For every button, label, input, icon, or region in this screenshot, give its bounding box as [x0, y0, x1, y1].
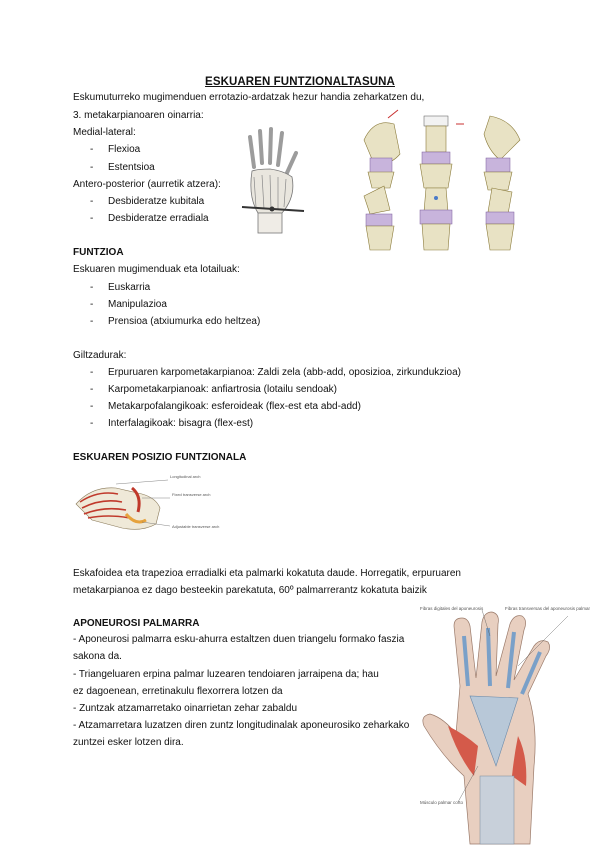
ml-item-estentsioa: Estentsioa — [108, 162, 155, 173]
funtzioa-item: Manipulazioa — [108, 299, 167, 310]
ap-item-kubitala: Desbideratze kubitala — [108, 196, 205, 207]
bullet-dash: - — [90, 144, 94, 155]
giltzadurak-heading: Giltzadurak: — [73, 350, 127, 361]
bullet-dash: - — [90, 162, 94, 173]
funtzioa-text: Eskuaren mugimenduak eta lotailuak: — [73, 264, 240, 275]
aponeurosi-line: ez dagoenean, erretinakulu flexorrera lotzen da — [73, 686, 283, 697]
ap-item-erradiala: Desbideratze erradiala — [108, 213, 209, 224]
bullet-dash: - — [90, 384, 94, 395]
aponeurosi-line: - Zuntzak atzamarretako oinarrietan zehar zabaldu — [73, 703, 298, 714]
figure-label: Longitudinal arch — [170, 474, 201, 479]
intro-line-1: Eskumuturreko mugimenduen errotazio-ardatzak hezur handia zeharkatzen du, — [73, 92, 425, 103]
aponeurosi-heading: APONEUROSI PALMARRA — [73, 618, 200, 629]
posizioa-para-line-2: metakarpianoa ez dago besteekin parekatuta, 60º palmarrerantz kokatuta baizik — [73, 585, 427, 596]
posizioa-para-line-1: Eskafoidea eta trapezioa erradialki eta palmarki kokatuta daude. Horregatik, erpuruaren — [73, 568, 461, 579]
aponeurosi-line: - Aponeurosi palmarra esku-ahurra estaltzen duen triangelu formako faszia — [73, 634, 405, 645]
aponeurosi-line: sakona da. — [73, 651, 122, 662]
funtzioa-item: Euskarria — [108, 282, 151, 293]
giltzadurak-item: Metakarpofalangikoak: esferoideak (flex-est eta abd-add) — [108, 401, 361, 412]
aponeurosi-line: - Atzamarretara luzatzen diren zuntz longitudinalak aponeurosiko zeharkako — [73, 720, 410, 731]
figure-label: Músculo palmar corto — [420, 800, 464, 805]
aponeurosi-line: zuntzei esker lotzen dira. — [73, 737, 184, 748]
aponeurosi-line: - Triangeluaren erpina palmar luzearen tendoiaren jarraipena da; hau — [73, 669, 379, 680]
figure-label: Fibras digitales del aponeurosis — [420, 606, 484, 611]
ml-item-flexioa: Flexioa — [108, 144, 141, 155]
antero-posterior-label: Antero-posterior (aurretik atzera): — [73, 179, 221, 190]
bullet-dash: - — [90, 299, 94, 310]
hand-arches-figure — [72, 468, 220, 542]
bullet-dash: - — [90, 367, 94, 378]
figure-label: Adjustable transverse arch — [172, 524, 220, 529]
bullet-dash: - — [90, 418, 94, 429]
figure-label: Fibras transversas del aponeurosis palmar — [505, 606, 591, 611]
palmar-aponeurosis-figure — [418, 606, 594, 844]
bullet-dash: - — [90, 316, 94, 327]
giltzadurak-item: Erpuruaren karpometakarpianoa: Zaldi zela (abb-add, oposizioa, zirkundukzioa) — [108, 367, 461, 378]
posizioa-heading: ESKUAREN POSIZIO FUNTZIONALA — [73, 452, 247, 463]
giltzadurak-item: Interfalagikoak: bisagra (flex-est) — [108, 418, 254, 429]
hand-skeleton-figure — [240, 127, 308, 237]
wrist-movements-figure — [360, 110, 532, 252]
giltzadurak-item: Karpometakarpianoak: anfiartrosia (lotailu sendoak) — [108, 384, 338, 395]
bullet-dash: - — [90, 401, 94, 412]
bullet-dash: - — [90, 213, 94, 224]
funtzioa-heading: FUNTZIOA — [73, 247, 124, 258]
bullet-dash: - — [90, 282, 94, 293]
bullet-dash: - — [90, 196, 94, 207]
medial-lateral-label: Medial-lateral: — [73, 127, 136, 138]
funtzioa-item: Prensioa (atxiumurka edo heltzea) — [108, 316, 261, 327]
intro-line-2: 3. metakarpianoaren oinarria: — [73, 110, 204, 121]
page-title: ESKUAREN FUNTZIONALTASUNA — [205, 76, 395, 88]
figure-label: Fixed transverse arch — [172, 492, 211, 497]
